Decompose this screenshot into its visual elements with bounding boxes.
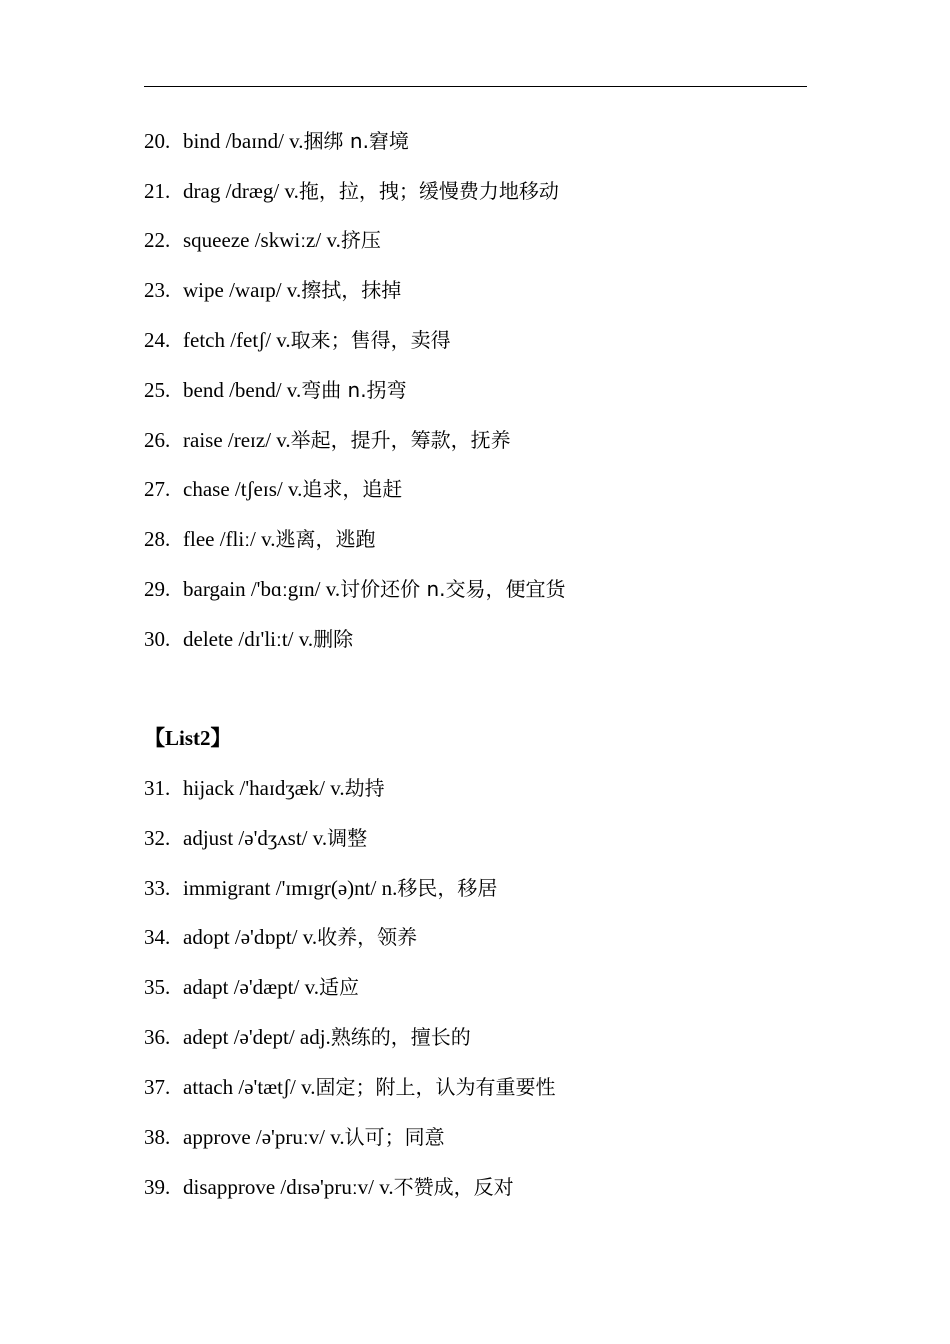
entry-number: 21. (144, 179, 171, 203)
vocab-entry (144, 624, 353, 654)
vocab-entry (144, 1172, 514, 1202)
entry-meaning: 逃离，逃跑 (275, 527, 376, 551)
entry-word: chase /tʃeɪs/ v. (183, 477, 303, 501)
entry-word: bind /baɪnd/ v. (183, 129, 304, 153)
entry-meaning: 举起，提升，筹款，抚养 (290, 428, 511, 452)
entry-word: bargain /'bɑːgɪn/ v. (183, 577, 341, 601)
entry-meaning: 固定；附上，认为有重要性 (315, 1075, 556, 1099)
vocab-entry (144, 922, 417, 952)
entry-number: 30. (144, 627, 171, 651)
entry-number: 23. (144, 278, 171, 302)
entry-number: 35. (144, 975, 171, 999)
entry-number: 36. (144, 1025, 171, 1049)
vocab-entry (144, 873, 497, 903)
entry-meaning: 追求，追赶 (302, 477, 403, 501)
entry-number: 20. (144, 129, 171, 153)
entry-number: 24. (144, 328, 171, 352)
entry-word: fetch /fetʃ/ v. (183, 328, 291, 352)
entry-meaning: 移民，移居 (397, 876, 498, 900)
entry-word: attach /ə'tætʃ/ v. (183, 1075, 316, 1099)
vocab-entry (144, 325, 451, 355)
entry-word: immigrant /'ɪmɪgr(ə)nt/ n. (183, 876, 398, 900)
entry-number: 29. (144, 577, 171, 601)
header-rule (144, 86, 807, 87)
entry-meaning: 调整 (327, 826, 368, 850)
entry-word: delete /dɪ'liːt/ v. (183, 627, 314, 651)
entry-word: approve /ə'pruːv/ v. (183, 1125, 345, 1149)
vocab-entry (144, 1072, 555, 1102)
entry-number: 34. (144, 925, 171, 949)
entry-number: 37. (144, 1075, 171, 1099)
entry-word: adept /ə'dept/ adj. (183, 1025, 331, 1049)
vocab-entry (144, 574, 565, 604)
entry-number: 27. (144, 477, 171, 501)
entry-word: adapt /ə'dæpt/ v. (183, 975, 319, 999)
entry-number: 32. (144, 826, 171, 850)
entry-number: 26. (144, 428, 171, 452)
entry-number: 25. (144, 378, 171, 402)
entry-meaning: 挤压 (340, 228, 381, 252)
vocab-entry (144, 773, 385, 803)
entry-number: 28. (144, 527, 171, 551)
entry-word: squeeze /skwiːz/ v. (183, 228, 341, 252)
entry-meaning: 熟练的，擅长的 (330, 1025, 471, 1049)
vocab-entry (144, 425, 511, 455)
entry-number: 33. (144, 876, 171, 900)
entry-meaning: 适应 (318, 975, 359, 999)
vocab-entry (144, 176, 559, 206)
entry-word: drag /dræg/ v. (183, 179, 299, 203)
vocab-entry (144, 225, 381, 255)
vocab-entry (144, 1122, 445, 1152)
entry-word: raise /reɪz/ v. (183, 428, 291, 452)
section-heading: 【List2】 (144, 726, 232, 750)
entry-meaning: 弯曲 n.拐弯 (301, 378, 407, 402)
entry-meaning: 收养，领养 (317, 925, 418, 949)
entry-number: 31. (144, 776, 171, 800)
vocab-entry (144, 474, 402, 504)
entry-meaning: 认可；同意 (344, 1125, 445, 1149)
entry-meaning: 不赞成，反对 (393, 1175, 514, 1199)
vocab-entry (144, 524, 376, 554)
entry-word: adjust /ə'dʒʌst/ v. (183, 826, 328, 850)
entry-word: flee /fliː/ v. (183, 527, 276, 551)
entry-word: wipe /waɪp/ v. (183, 278, 302, 302)
entry-word: disapprove /dɪsə'pruːv/ v. (183, 1175, 394, 1199)
vocab-entry (144, 375, 407, 405)
entry-meaning: 劫持 (344, 776, 385, 800)
entry-meaning: 擦拭，抹掉 (301, 278, 402, 302)
entry-number: 38. (144, 1125, 171, 1149)
entry-meaning: 拖，拉，拽；缓慢费力地移动 (298, 179, 559, 203)
entry-word: adopt /ə'dɒpt/ v. (183, 925, 318, 949)
vocab-entry (144, 275, 401, 305)
entry-number: 39. (144, 1175, 171, 1199)
entry-word: bend /bend/ v. (183, 378, 302, 402)
entry-meaning: 取来；售得，卖得 (290, 328, 451, 352)
entry-meaning: 讨价还价 n.交易，便宜货 (340, 577, 566, 601)
entry-word: hijack /'haɪdʒæk/ v. (183, 776, 345, 800)
entry-number: 22. (144, 228, 171, 252)
entry-meaning: 删除 (313, 627, 354, 651)
entry-meaning: 捆绑 n.窘境 (303, 129, 409, 153)
vocab-entry (144, 823, 367, 853)
vocab-entry (144, 972, 359, 1002)
vocab-entry (144, 1022, 471, 1052)
vocab-entry (144, 126, 409, 156)
